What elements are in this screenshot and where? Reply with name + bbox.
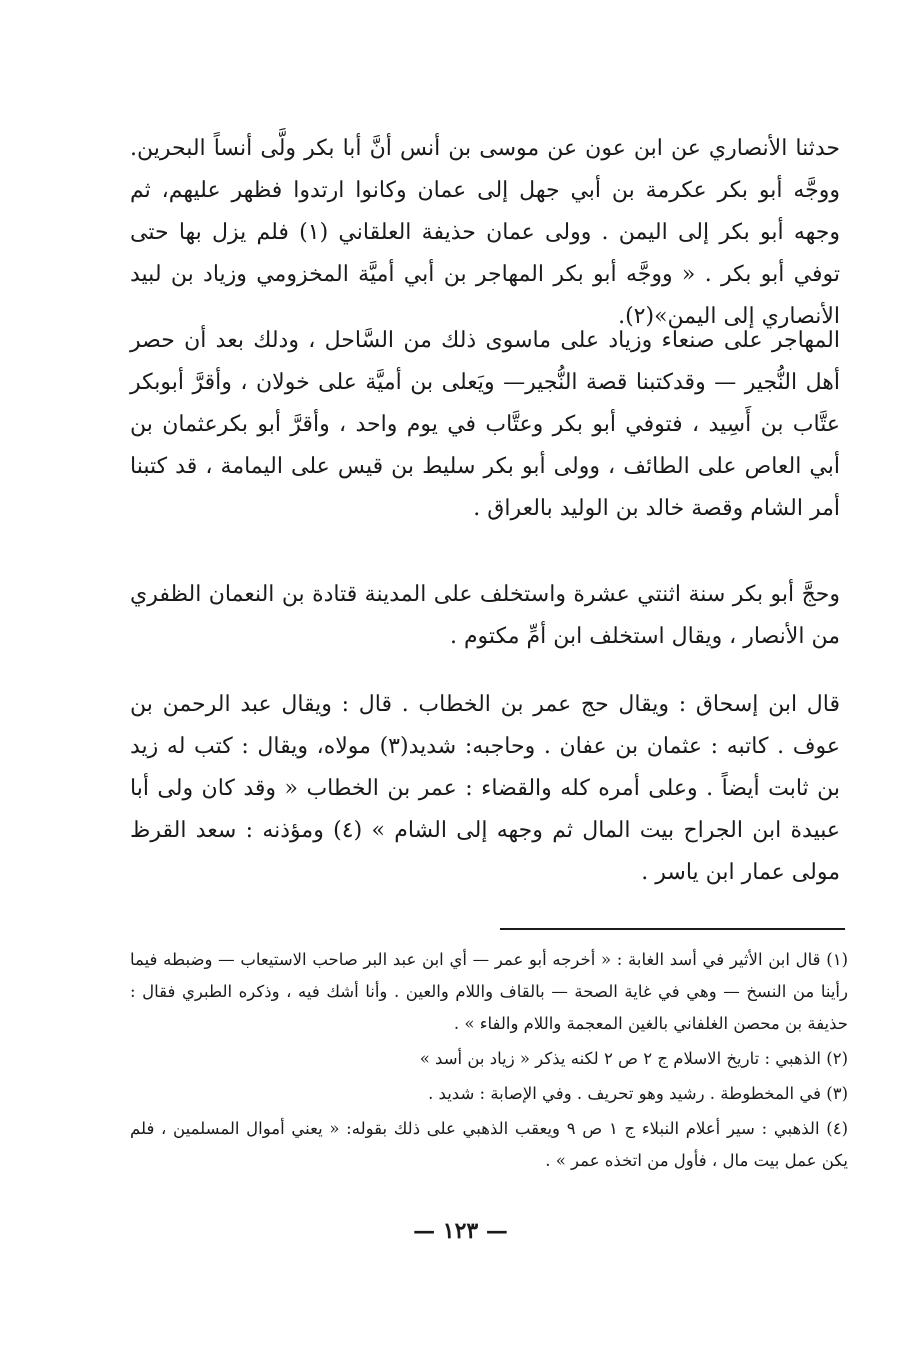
- paragraph-2: المهاجر على صنعاء وزياد على ماسوى ذلك من السَّاحل ، ودلك بعد أن حصر أهل النُّجير — وقدكتبنا قصة النُّجير— ويَعلى بن أميَّة على خولان ، وأقرَّ أبوبكر عتَّاب بن أَسِيد ، فتوفي أبو بكر وعتَّاب في يوم واحد ، وأقرَّ أبو بكرعثمان بن أبي العاص على الطائف ، وولى أبو بكر سليط بن قيس على اليمامة ، قد كتبنا أمر الشام وقصة خالد بن الوليد بالعراق .: [130, 328, 840, 521]
- footnote-text: الذهبي : تاريخ الاسلام ج ٢ ص ٢ لكنه يذكر « زياد بن أسد »: [419, 1049, 821, 1068]
- footnote-text: في المخطوطة . رشيد وهو تحريف . وفي الإصابة : شديد .: [428, 1084, 821, 1103]
- footnote-number: (٤): [826, 1119, 848, 1138]
- paragraph-3: وحجَّ أبو بكر سنة اثنتي عشرة واستخلف على المدينة قتادة بن النعمان الظفري من الأنصار ، ويقال استخلف ابن أمِّ مكتوم .: [130, 582, 840, 649]
- paragraph-4: قال ابن إسحاق : ويقال حج عمر بن الخطاب . قال : ويقال عبد الرحمن بن عوف . كاتبه : عثمان بن عفان . وحاجبه: شديد(٣) مولاه، ويقال : كتب له زيد بن ثابت أيضاً . وعلى أمره كله والقضاء : عمر بن الخطاب « وقد كان ولى أبا عبيدة ابن الجراح بيت المال ثم وجهه إلى الشام » (٤) ومؤذنه : سعد القرظ مولى عمار ابن ياسر .: [130, 692, 840, 885]
- footnote-number: (١): [826, 950, 849, 969]
- footnote-1: [130, 944, 848, 1040]
- footnote-number: (٢): [826, 1049, 848, 1068]
- footnote-2: [130, 1043, 848, 1075]
- footnotes: [130, 944, 848, 1180]
- footnote-text: الذهبي : سير أعلام النبلاء ج ١ ص ٩ ويعقب الذهبي على ذلك بقوله: « يعني أموال المسلمين ، فلم يكن عمل بيت مال ، فأول من اتخذه عمر » .: [130, 1119, 848, 1170]
- footnote-separator: [500, 928, 845, 930]
- footnote-4: [130, 1113, 848, 1177]
- footnote-number: (٣): [826, 1084, 848, 1103]
- footnote-3: [130, 1078, 848, 1110]
- footnote-text: قال ابن الأثير في أسد الغابة : « أخرجه أبو عمر — أي ابن عبد البر صاحب الاستيعاب — وضبطه فيما رأينا من النسخ — وهي في غاية الصحة — بالقاف واللام والعين . وأنا أشك فيه ، وذكره الطبري فقال : حذيفة بن محصن الغلفاني بالغين المعجمة واللام والفاء » .: [130, 950, 848, 1033]
- page-number: — ١٢٣ —: [413, 1218, 508, 1244]
- paragraph-1: حدثنا الأنصاري عن ابن عون عن موسى بن أنس أنَّ أبا بكر ولَّى أنساً البحرين. ووجَّه أبو بكر عكرمة بن أبي جهل إلى عمان وكانوا ارتدوا فظهر عليهم، ثم وجهه أبو بكر إلى اليمن . وولى عمان حذيفة العلقاني (١) فلم يزل بها حتى توفي أبو بكر . « ووجَّه أبو بكر المهاجر بن أبي أميَّة المخزومي وزياد بن لبيد الأنصاري إلى اليمن»(٢).: [130, 136, 840, 329]
